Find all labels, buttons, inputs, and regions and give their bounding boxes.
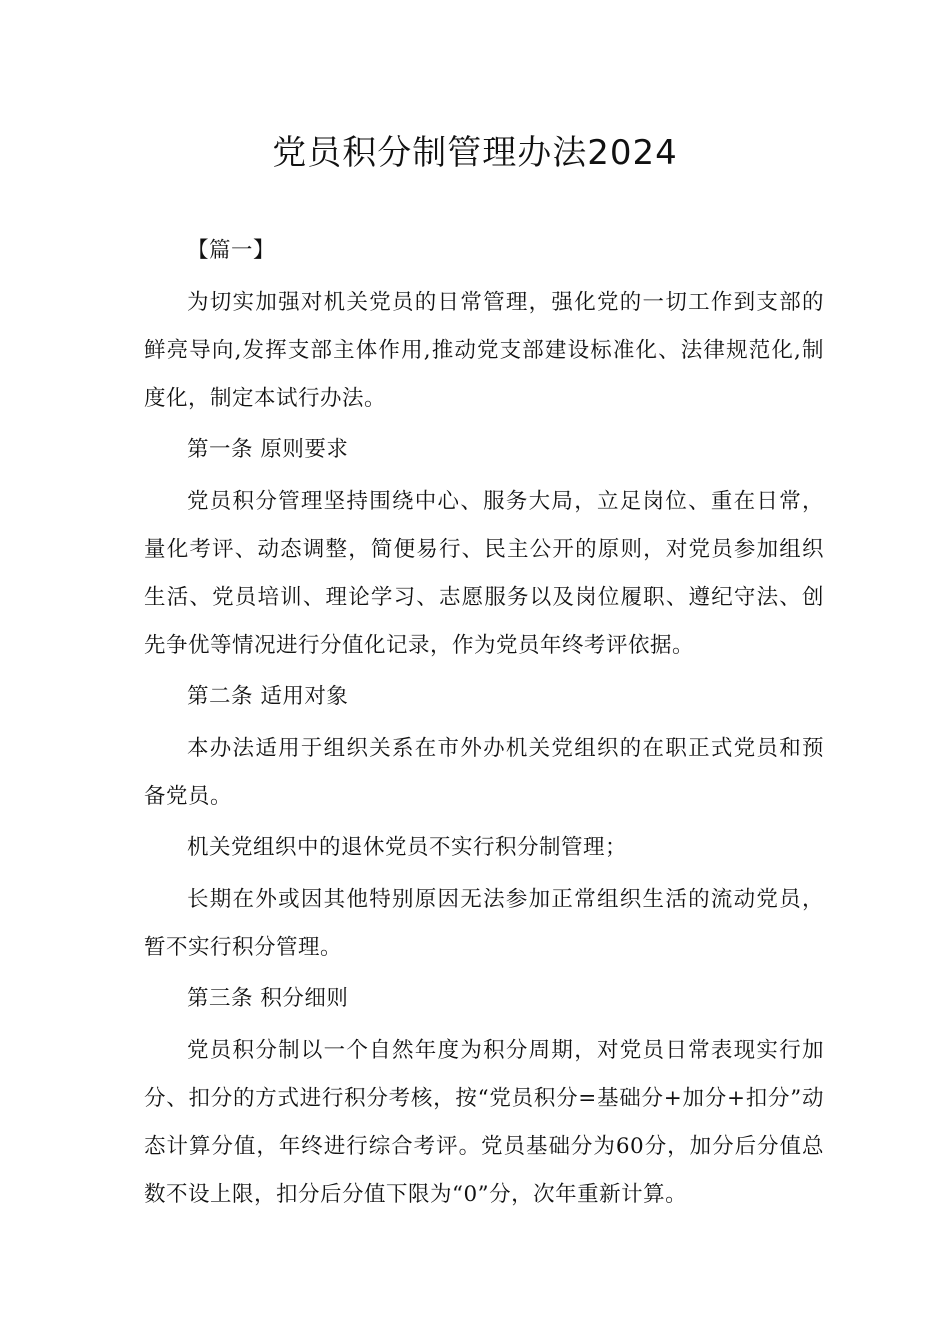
article-3-heading: 第三条 积分细则 xyxy=(187,986,349,1011)
paragraph-principles: 党员积分管理坚持围绕中心、服务大局，立足岗位、重在日常，量化考评、动态调整，简便易行、民主公开的原则，对党员参加组织生活、党员培训、理论学习、志愿服务以及岗位履职、遵纪守法、创先争优等情况进行分值化记录，作为党员年终考评依据。 xyxy=(144,488,824,658)
paragraph-intro: 为切实加强对机关党员的日常管理，强化党的一切工作到支部的鲜亮导向,发挥支部主体作用,推动党支部建设标准化、法律规范化,制度化，制定本试行办法。 xyxy=(144,289,824,411)
document-body xyxy=(144,227,824,1222)
document-title: 党员积分制管理办法2024 xyxy=(272,133,678,173)
paragraph-mobile: 长期在外或因其他特别原因无法参加正常组织生活的流动党员，暂不实行积分管理。 xyxy=(144,886,824,960)
paragraph-retired: 机关党组织中的退休党员不实行积分制管理； xyxy=(187,835,628,860)
section-tag: 【篇一】 xyxy=(187,238,276,263)
paragraph-rules: 党员积分制以一个自然年度为积分周期，对党员日常表现实行加分、扣分的方式进行积分考核，按“党员积分=基础分+加分+扣分”动态计算分值，年终进行综合考评。党员基础分为60分，加分后分值总数不设上限，扣分后分值下限为“0”分，次年重新计算。 xyxy=(144,1037,824,1207)
article-1-heading: 第一条 原则要求 xyxy=(187,437,349,462)
article-2-heading: 第二条 适用对象 xyxy=(187,684,349,709)
paragraph-scope: 本办法适用于组织关系在市外办机关党组织的在职正式党员和预备党员。 xyxy=(144,735,824,809)
